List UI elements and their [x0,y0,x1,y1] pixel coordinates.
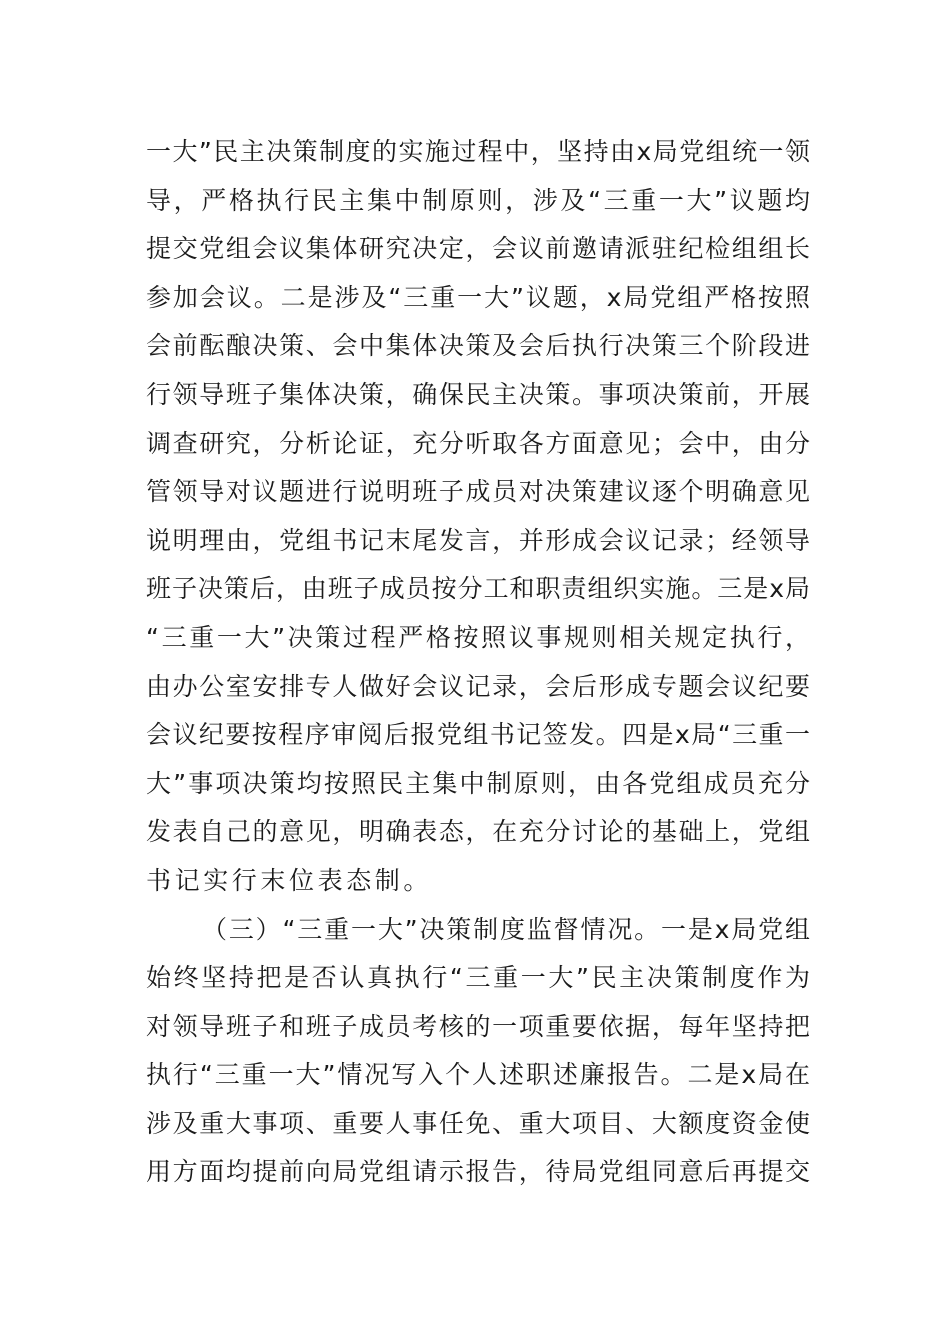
body-text [146,128,810,1197]
text-line: 由办公室安排专人做好会议记录，会后形成专题会议纪要 [146,671,810,701]
text-line: 班子决策后，由班子成员按分工和职责组织实施。三是x局 [146,574,810,604]
text-line: 一大”民主决策制度的实施过程中，坚持由x局党组统一领 [146,137,810,166]
text-line: 会前酝酿决策、会中集体决策及会后执行决策三个阶段进 [146,331,810,361]
text-line: 说明理由，党组书记末尾发言，并形成会议记录；经领导 [146,525,810,555]
text-line: 参加会议。二是涉及“三重一大”议题，x局党组严格按照 [146,282,810,312]
text-line: 管领导对议题进行说明班子成员对决策建议逐个明确意见 [146,477,810,507]
section-heading-line: （三）“三重一大”决策制度监督情况。一是x局党组 [202,914,810,944]
text-line: 始终坚持把是否认真执行“三重一大”民主决策制度作为 [146,963,810,993]
text-line: 执行“三重一大”情况写入个人述职述廉报告。二是x局在 [146,1060,810,1090]
text-line: 用方面均提前向局党组请示报告，待局党组同意后再提交 [146,1157,810,1187]
text-line: 会议纪要按程序审阅后报党组书记签发。四是x局“三重一 [146,720,810,750]
text-line: 大”事项决策均按照民主集中制原则，由各党组成员充分 [146,768,810,798]
paragraph-end-line: 书记实行末位表态制。 [146,865,433,895]
text-line: 调查研究，分析论证，充分听取各方面意见；会中，由分 [146,428,810,458]
text-line: 行领导班子集体决策，确保民主决策。事项决策前，开展 [146,379,810,409]
text-line: 对领导班子和班子成员考核的一项重要依据，每年坚持把 [146,1011,810,1041]
text-line: 提交党组会议集体研究决定，会议前邀请派驻纪检组组长 [146,234,810,264]
text-line: 导，严格执行民主集中制原则，涉及“三重一大”议题均 [146,185,810,215]
text-line: 发表自己的意见，明确表态，在充分讨论的基础上，党组 [146,817,810,847]
text-line: “三重一大”决策过程严格按照议事规则相关规定执行， [146,622,810,652]
text-line: 涉及重大事项、重要人事任免、重大项目、大额度资金使 [146,1108,810,1138]
